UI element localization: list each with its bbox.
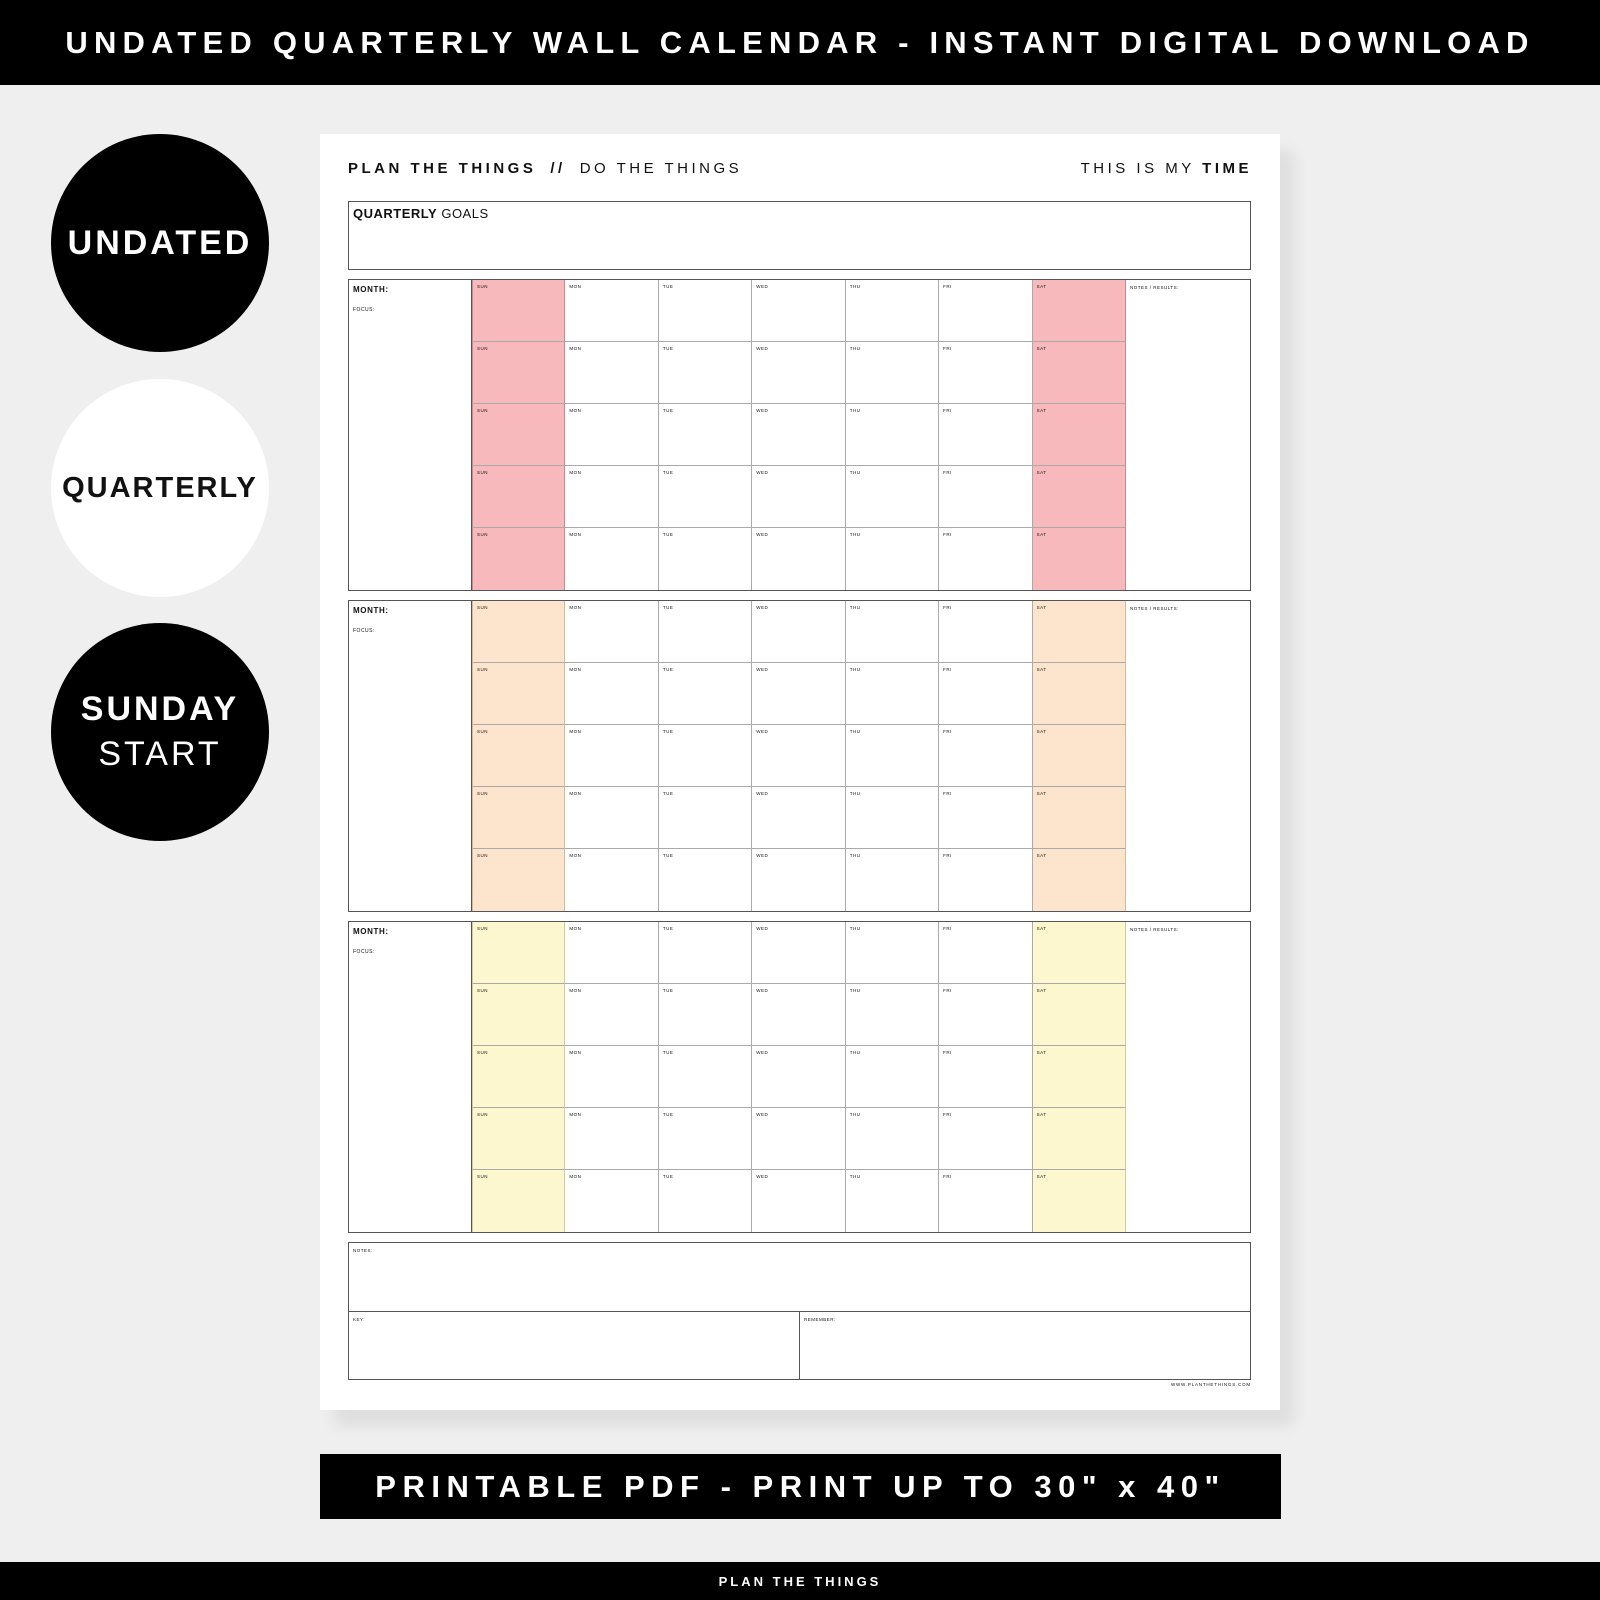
header-do-text: DO THE THINGS	[579, 160, 743, 177]
day-cell	[939, 922, 1032, 984]
day-cell	[1033, 528, 1126, 590]
day-cell	[939, 528, 1032, 590]
day-label: TUE	[662, 853, 674, 858]
day-label: MON	[569, 853, 582, 858]
day-label: FRI	[943, 408, 952, 413]
day-cell	[752, 601, 845, 663]
day-label: FRI	[943, 1112, 952, 1117]
notes-results-column	[1126, 601, 1250, 911]
day-cell	[472, 1108, 565, 1170]
day-cell	[565, 984, 658, 1046]
focus-label: FOCUS:	[353, 628, 375, 634]
day-cell	[659, 1046, 752, 1108]
goals-light-text: GOALS	[441, 206, 489, 221]
day-cell	[472, 528, 565, 590]
day-label: SAT	[1036, 1112, 1047, 1117]
day-cell	[1033, 601, 1126, 663]
day-label: SAT	[1036, 926, 1047, 931]
day-label: SAT	[1036, 532, 1047, 537]
day-cell	[752, 1170, 845, 1232]
day-label: WED	[756, 605, 769, 610]
key-label: KEY:	[353, 1317, 366, 1322]
day-cell	[846, 849, 939, 911]
day-label: WED	[756, 791, 769, 796]
day-cell	[1033, 922, 1126, 984]
month-block	[348, 600, 1251, 912]
day-cell	[565, 404, 658, 466]
day-label: FRI	[943, 853, 952, 858]
quarterly-badge	[51, 379, 269, 597]
day-cell	[659, 663, 752, 725]
footer-bar: PLAN THE THINGS	[0, 1562, 1600, 1600]
day-cell	[939, 663, 1032, 725]
day-cell	[939, 342, 1032, 404]
day-label: SUN	[477, 408, 489, 413]
day-label: SAT	[1036, 988, 1047, 993]
day-cell	[565, 280, 658, 342]
day-label: FRI	[943, 729, 952, 734]
day-label: TUE	[662, 470, 674, 475]
day-cell	[565, 1108, 658, 1170]
day-cell	[846, 466, 939, 528]
day-label: WED	[756, 667, 769, 672]
day-cell	[659, 849, 752, 911]
day-cell	[752, 725, 845, 787]
day-cell	[939, 280, 1032, 342]
day-cell	[565, 663, 658, 725]
day-label: THU	[849, 284, 861, 289]
day-label: WED	[756, 988, 769, 993]
day-label: WED	[756, 926, 769, 931]
day-label: MON	[569, 988, 582, 993]
day-label: SUN	[477, 1050, 489, 1055]
day-label: THU	[849, 1112, 861, 1117]
day-label: WED	[756, 1174, 769, 1179]
day-cell	[659, 280, 752, 342]
day-label: SUN	[477, 791, 489, 796]
day-label: SUN	[477, 729, 489, 734]
month-block	[348, 279, 1251, 591]
day-cell	[1033, 787, 1126, 849]
day-label: TUE	[662, 1112, 674, 1117]
day-cell	[846, 404, 939, 466]
day-label: MON	[569, 284, 582, 289]
day-cell	[1033, 725, 1126, 787]
day-label: SUN	[477, 926, 489, 931]
remember-label: REMEMBER:	[804, 1317, 836, 1322]
day-label: WED	[756, 284, 769, 289]
day-cell	[752, 342, 845, 404]
remember-box	[799, 1311, 1251, 1380]
month-label: MONTH:	[353, 927, 389, 936]
day-cell	[565, 725, 658, 787]
day-cell	[939, 1046, 1032, 1108]
day-cell	[752, 787, 845, 849]
day-cell	[846, 1170, 939, 1232]
day-cell	[1033, 1170, 1126, 1232]
notes-results-label: NOTES / RESULTS:	[1130, 927, 1179, 932]
day-label: SAT	[1036, 470, 1047, 475]
day-label: SUN	[477, 346, 489, 351]
day-cell	[1033, 1108, 1126, 1170]
day-label: TUE	[662, 1174, 674, 1179]
day-cell	[1033, 280, 1126, 342]
header-this-is-my-text: THIS IS MY	[1080, 160, 1195, 177]
day-label: FRI	[943, 667, 952, 672]
day-label: THU	[849, 853, 861, 858]
day-label: SAT	[1036, 605, 1047, 610]
day-label: SAT	[1036, 1050, 1047, 1055]
day-cell	[472, 342, 565, 404]
day-cell	[1033, 404, 1126, 466]
day-label: MON	[569, 346, 582, 351]
day-cell	[565, 849, 658, 911]
website-url: WWW.PLANTHETHINGS.COM	[1170, 1382, 1251, 1387]
day-cell	[659, 1108, 752, 1170]
day-cell	[939, 1108, 1032, 1170]
day-cell	[846, 787, 939, 849]
day-cell	[659, 1170, 752, 1232]
goals-bold-text: QUARTERLY	[353, 206, 438, 221]
day-label: WED	[756, 1050, 769, 1055]
day-label: SUN	[477, 667, 489, 672]
sheet-header	[348, 160, 1252, 180]
day-label: THU	[849, 532, 861, 537]
day-label: WED	[756, 853, 769, 858]
day-cell	[659, 466, 752, 528]
day-label: TUE	[662, 346, 674, 351]
quarterly-badge-text: QUARTERLY	[62, 471, 258, 504]
day-cell	[565, 1046, 658, 1108]
day-label: FRI	[943, 346, 952, 351]
day-cell	[1033, 984, 1126, 1046]
day-cell	[659, 922, 752, 984]
calendar-sheet	[320, 134, 1280, 1410]
month-info-column	[349, 601, 472, 911]
key-box	[348, 1311, 800, 1380]
day-cell	[752, 466, 845, 528]
month-label: MONTH:	[353, 285, 389, 294]
day-cell	[659, 984, 752, 1046]
day-label: SUN	[477, 1112, 489, 1117]
day-label: WED	[756, 470, 769, 475]
day-cell	[472, 601, 565, 663]
day-cell	[939, 601, 1032, 663]
day-label: FRI	[943, 988, 952, 993]
day-label: TUE	[662, 1050, 674, 1055]
day-cell	[472, 280, 565, 342]
day-label: SAT	[1036, 1174, 1047, 1179]
day-cell	[846, 922, 939, 984]
day-label: SAT	[1036, 284, 1047, 289]
day-cell	[939, 787, 1032, 849]
day-label: SUN	[477, 470, 489, 475]
day-cell	[1033, 1046, 1126, 1108]
month-info-column	[349, 280, 472, 590]
day-label: TUE	[662, 791, 674, 796]
day-cell	[659, 528, 752, 590]
day-cell	[939, 466, 1032, 528]
day-label: FRI	[943, 284, 952, 289]
day-cell	[846, 725, 939, 787]
day-label: TUE	[662, 926, 674, 931]
day-cell	[752, 1046, 845, 1108]
day-label: WED	[756, 408, 769, 413]
day-cell	[565, 601, 658, 663]
day-cell	[659, 404, 752, 466]
quarterly-goals-box	[348, 201, 1251, 270]
day-label: SAT	[1036, 853, 1047, 858]
days-grid	[472, 601, 1126, 911]
month-block	[348, 921, 1251, 1233]
day-cell	[752, 849, 845, 911]
day-label: MON	[569, 470, 582, 475]
day-cell	[659, 601, 752, 663]
day-label: SUN	[477, 988, 489, 993]
day-label: MON	[569, 1050, 582, 1055]
days-grid	[472, 922, 1126, 1232]
day-label: TUE	[662, 667, 674, 672]
day-cell	[472, 849, 565, 911]
month-label: MONTH:	[353, 606, 389, 615]
notes-results-label: NOTES / RESULTS:	[1130, 606, 1179, 611]
day-label: MON	[569, 1174, 582, 1179]
day-cell	[752, 528, 845, 590]
day-label: THU	[849, 470, 861, 475]
day-cell	[472, 787, 565, 849]
day-label: FRI	[943, 1050, 952, 1055]
day-label: SAT	[1036, 729, 1047, 734]
day-cell	[472, 466, 565, 528]
day-cell	[472, 663, 565, 725]
header-plan-text: PLAN THE THINGS	[348, 160, 537, 177]
day-label: TUE	[662, 532, 674, 537]
day-cell	[939, 404, 1032, 466]
day-cell	[472, 984, 565, 1046]
day-label: TUE	[662, 729, 674, 734]
day-cell	[752, 663, 845, 725]
day-label: MON	[569, 729, 582, 734]
undated-badge-text: UNDATED	[67, 223, 253, 262]
day-cell	[846, 528, 939, 590]
day-cell	[752, 280, 845, 342]
day-label: THU	[849, 346, 861, 351]
day-label: SUN	[477, 853, 489, 858]
month-info-column	[349, 922, 472, 1232]
day-cell	[846, 280, 939, 342]
day-label: THU	[849, 1174, 861, 1179]
day-cell	[846, 601, 939, 663]
day-cell	[752, 984, 845, 1046]
notes-label: NOTES:	[353, 1248, 373, 1253]
day-label: FRI	[943, 605, 952, 610]
day-label: MON	[569, 605, 582, 610]
day-label: THU	[849, 408, 861, 413]
day-label: WED	[756, 346, 769, 351]
quarterly-goals-label	[353, 206, 489, 221]
day-label: TUE	[662, 284, 674, 289]
day-cell	[939, 984, 1032, 1046]
day-label: TUE	[662, 988, 674, 993]
day-label: SAT	[1036, 346, 1047, 351]
day-label: THU	[849, 791, 861, 796]
day-cell	[472, 404, 565, 466]
day-cell	[472, 1170, 565, 1232]
day-label: FRI	[943, 532, 952, 537]
day-cell	[846, 984, 939, 1046]
day-cell	[659, 725, 752, 787]
day-label: FRI	[943, 1174, 952, 1179]
day-label: SUN	[477, 532, 489, 537]
day-cell	[565, 1170, 658, 1232]
day-cell	[846, 663, 939, 725]
sunday-text: SUNDAY	[80, 690, 240, 728]
day-label: FRI	[943, 470, 952, 475]
day-label: MON	[569, 791, 582, 796]
day-cell	[1033, 466, 1126, 528]
day-label: THU	[849, 988, 861, 993]
day-label: THU	[849, 605, 861, 610]
focus-label: FOCUS:	[353, 307, 375, 313]
day-label: MON	[569, 532, 582, 537]
day-label: WED	[756, 729, 769, 734]
header-separator: //	[550, 160, 566, 177]
day-label: FRI	[943, 791, 952, 796]
day-label: WED	[756, 532, 769, 537]
day-label: THU	[849, 729, 861, 734]
day-cell	[472, 1046, 565, 1108]
day-cell	[846, 1108, 939, 1170]
day-label: MON	[569, 1112, 582, 1117]
sunday-start-badge	[51, 623, 269, 841]
day-label: SUN	[477, 605, 489, 610]
notes-results-column	[1126, 280, 1250, 590]
header-time-text: TIME	[1202, 160, 1252, 177]
day-label: SAT	[1036, 667, 1047, 672]
day-label: FRI	[943, 926, 952, 931]
day-cell	[565, 787, 658, 849]
notes-results-label: NOTES / RESULTS:	[1130, 285, 1179, 290]
day-label: WED	[756, 1112, 769, 1117]
days-grid	[472, 280, 1126, 590]
start-text: START	[98, 735, 222, 773]
day-cell	[939, 725, 1032, 787]
day-cell	[1033, 663, 1126, 725]
day-label: TUE	[662, 605, 674, 610]
notes-results-column	[1126, 922, 1250, 1232]
day-cell	[939, 1170, 1032, 1232]
day-cell	[752, 404, 845, 466]
day-cell	[752, 1108, 845, 1170]
day-cell	[472, 922, 565, 984]
day-label: MON	[569, 926, 582, 931]
day-cell	[939, 849, 1032, 911]
undated-badge	[51, 134, 269, 352]
day-cell	[565, 922, 658, 984]
focus-label: FOCUS:	[353, 949, 375, 955]
day-cell	[752, 922, 845, 984]
printable-pdf-banner: PRINTABLE PDF - PRINT UP TO 30" x 40"	[320, 1454, 1281, 1519]
day-label: SUN	[477, 284, 489, 289]
day-cell	[659, 342, 752, 404]
day-label: SAT	[1036, 791, 1047, 796]
day-label: THU	[849, 667, 861, 672]
header-right	[1081, 160, 1252, 177]
day-cell	[565, 528, 658, 590]
day-label: MON	[569, 667, 582, 672]
day-label: SUN	[477, 1174, 489, 1179]
day-cell	[1033, 342, 1126, 404]
day-cell	[565, 466, 658, 528]
top-banner: UNDATED QUARTERLY WALL CALENDAR - INSTANT DIGITAL DOWNLOAD	[0, 0, 1600, 85]
day-label: MON	[569, 408, 582, 413]
day-cell	[846, 1046, 939, 1108]
day-label: THU	[849, 1050, 861, 1055]
day-cell	[472, 725, 565, 787]
notes-box	[348, 1242, 1251, 1312]
day-cell	[565, 342, 658, 404]
day-label: SAT	[1036, 408, 1047, 413]
day-label: TUE	[662, 408, 674, 413]
header-left	[348, 160, 742, 177]
day-cell	[659, 787, 752, 849]
day-label: THU	[849, 926, 861, 931]
day-cell	[846, 342, 939, 404]
day-cell	[1033, 849, 1126, 911]
